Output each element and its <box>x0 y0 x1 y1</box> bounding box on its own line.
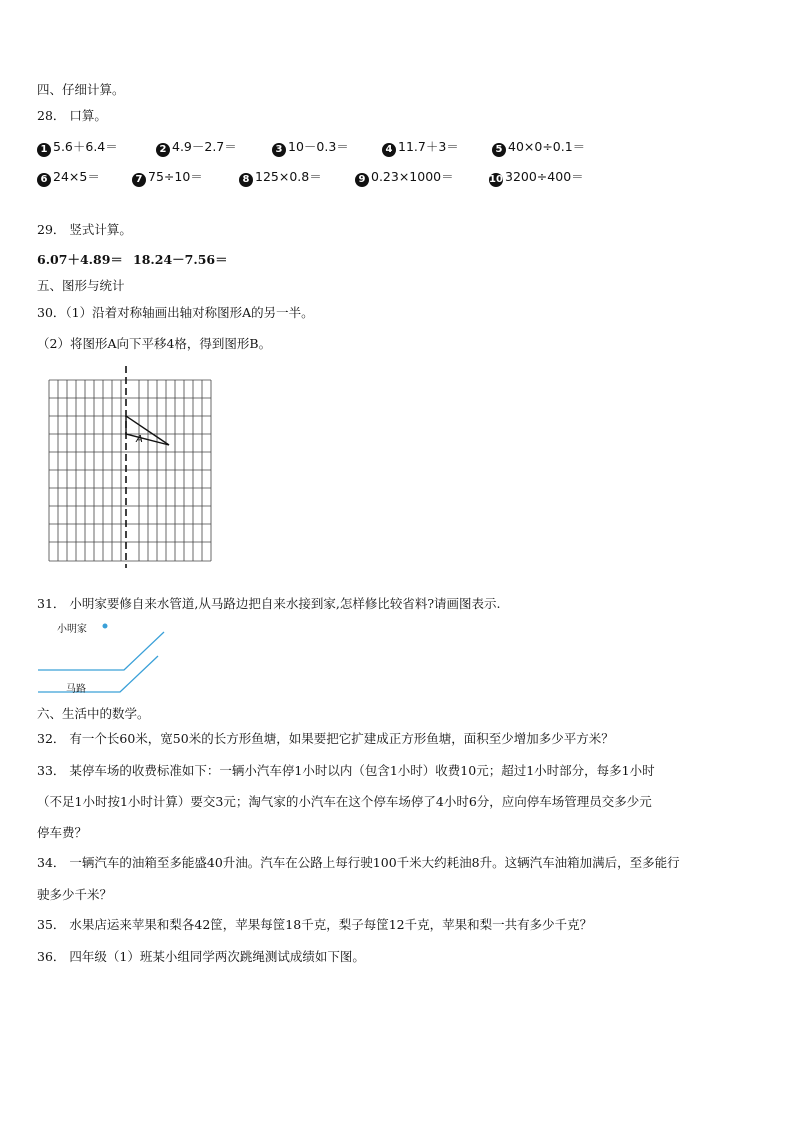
shape-a-diagonal <box>126 416 169 445</box>
home-label: 小明家 <box>57 624 87 635</box>
q31-road-figure <box>34 618 174 698</box>
q34-line-1: 34． 一辆汽车的油箱至多能盛40升油。汽车在公路上每行驶100千米大约耗油8升。这辆汽车油箱加满后，至多能行 <box>37 855 680 870</box>
q29-title: 29． 竖式计算。 <box>37 222 132 237</box>
circled-number: 6 <box>37 173 51 187</box>
expression: 75÷10＝ <box>148 169 203 184</box>
circled-number: 9 <box>355 173 369 187</box>
expression: 11.7＋3＝ <box>398 139 459 154</box>
q28-item-7 <box>132 167 203 187</box>
circled-number: 3 <box>272 143 286 157</box>
q28-item-10 <box>489 167 584 187</box>
section-5-title: 五、图形与统计 <box>37 278 125 293</box>
q35-text: 35． 水果店运来苹果和梨各42筐，苹果每筐18千克，梨子每筐12千克，苹果和梨一共有多少千克？ <box>37 917 593 932</box>
q30-part-2: （2）将图形A向下平移4格，得到图形B。 <box>37 336 272 351</box>
expression: 3200÷400＝ <box>505 169 584 184</box>
expression: 10－0.3＝ <box>288 139 349 154</box>
expression: 24×5＝ <box>53 169 100 184</box>
q29-expr-2: 18.24－7.56＝ <box>133 252 228 267</box>
q28-item-4 <box>382 137 459 157</box>
expression: 0.23×1000＝ <box>371 169 454 184</box>
q28-item-2 <box>156 137 237 157</box>
road-label: 马路 <box>66 684 86 695</box>
q28-title: 28． 口算。 <box>37 108 107 123</box>
q32-text: 32． 有一个长60米，宽50米的长方形鱼塘，如果要把它扩建成正方形鱼塘，面积至少增加多少平方米？ <box>37 731 614 746</box>
section-4-title: 四、仔细计算。 <box>37 82 125 97</box>
q28-item-8 <box>239 167 322 187</box>
q30-grid-figure <box>45 364 220 569</box>
expression: 125×0.8＝ <box>255 169 322 184</box>
expression: 5.6＋6.4＝ <box>53 139 118 154</box>
circled-number: 5 <box>492 143 506 157</box>
expression: 40×0÷0.1＝ <box>508 139 586 154</box>
q28-item-1 <box>37 137 118 157</box>
road-edge-upper <box>38 632 164 670</box>
q36-text: 36． 四年级（1）班某小组同学两次跳绳测试成绩如下图。 <box>37 949 365 964</box>
q28-item-3 <box>272 137 349 157</box>
shape-a-label: A <box>136 434 143 445</box>
q33-line-2: （不足1小时按1小时计算）要交3元；淘气家的小汽车在这个停车场停了4小时6分，应向停车场管理员交多少元 <box>37 794 652 809</box>
circled-number: 4 <box>382 143 396 157</box>
circled-number: 1 <box>37 143 51 157</box>
q30-part-1: 30．（1）沿着对称轴画出轴对称图形A的另一半。 <box>37 305 314 320</box>
expression: 4.9－2.7＝ <box>172 139 237 154</box>
q34-line-2: 驶多少千米？ <box>37 887 113 902</box>
circled-number: 7 <box>132 173 146 187</box>
road-edge-lower <box>38 656 158 692</box>
q29-expr-1: 6.07＋4.89＝ <box>37 252 123 267</box>
circled-number: 8 <box>239 173 253 187</box>
q28-item-5 <box>492 137 585 157</box>
circled-number: 10 <box>489 174 503 185</box>
grid-lines <box>49 380 211 561</box>
q33-line-3: 停车费？ <box>37 825 88 840</box>
q28-item-6 <box>37 167 100 187</box>
q33-line-1: 33． 某停车场的收费标准如下：一辆小汽车停1小时以内（包含1小时）收费10元；超过1小时部分，每多1小时 <box>37 763 655 778</box>
home-dot <box>103 624 108 629</box>
circled-number: 2 <box>156 143 170 157</box>
section-6-title: 六、生活中的数学。 <box>37 706 150 721</box>
q28-item-9 <box>355 167 454 187</box>
q31-text: 31． 小明家要修自来水管道,从马路边把自来水接到家,怎样修比较省料?请画图表示. <box>37 596 501 611</box>
